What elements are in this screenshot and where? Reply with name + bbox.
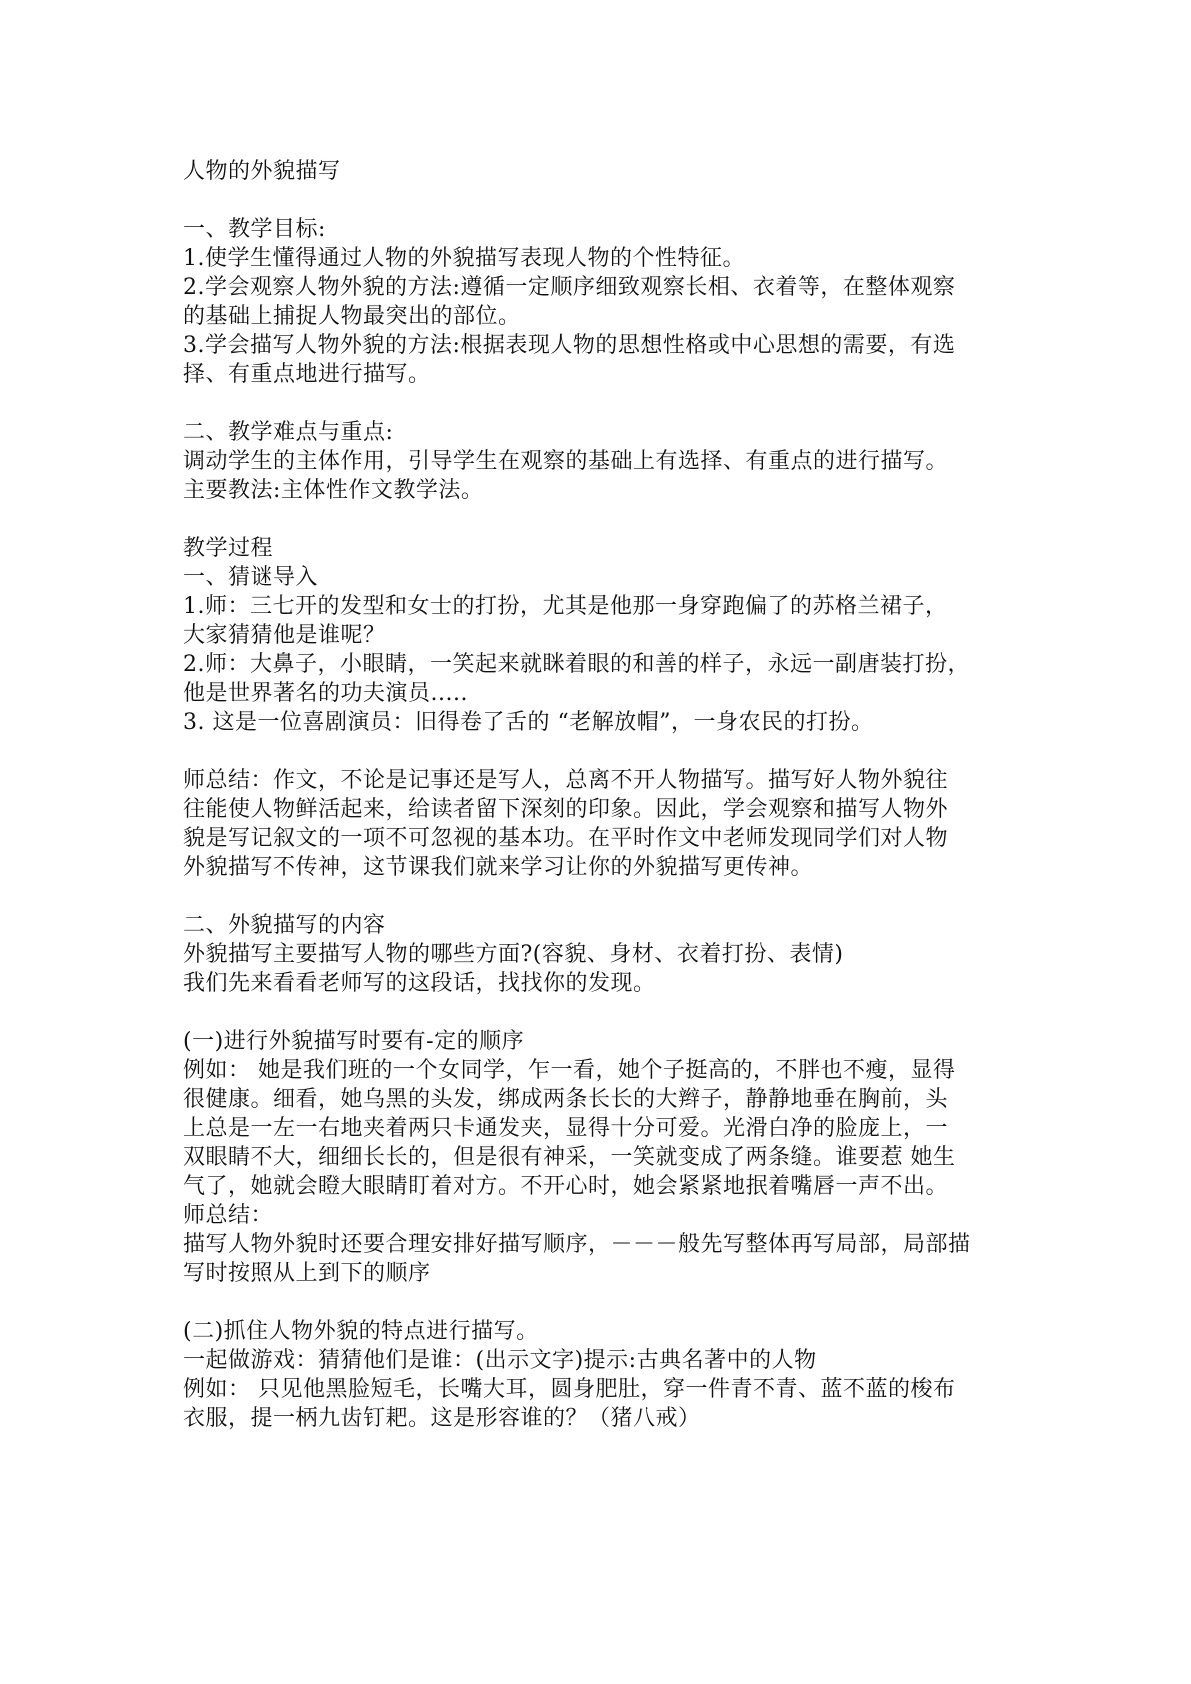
order-section-line: 上总是一左一右地夹着两只卡通发夹，显得十分可爱。光滑白净的脸庞上，一	[183, 1116, 949, 1141]
process-heading: 教学过程	[183, 536, 274, 561]
summary-line: 貌是写记叙文的一项不可忽视的基本功。在平时作文中老师发现同学们对人物	[183, 826, 949, 851]
spacer	[183, 882, 1023, 911]
order-section-line: 师总结：	[183, 1203, 274, 1228]
intro-line: 1.师：三七开的发型和女士的打扮，尤其是他那一身穿跑偏了的苏格兰裙子，	[183, 594, 948, 619]
spacer	[183, 186, 1023, 215]
intro-line: 大家猜猜他是谁呢？	[183, 623, 386, 648]
order-section-line: 描写人物外貌时还要合理安排好描写顺序，－－－般先写整体再写局部，局部描	[183, 1232, 971, 1257]
spacer	[183, 737, 1023, 766]
order-section-heading: (一)进行外貌描写时要有-定的顺序	[183, 1029, 525, 1054]
intro-line: 他是世界著名的功夫演员.....	[183, 681, 468, 706]
objectives-line: 择、有重点地进行描写。	[183, 362, 431, 387]
content-section-line: 我们先来看看老师写的这段话，找找你的发现。	[183, 971, 656, 996]
objectives-line: 3.学会描写人物外貌的方法:根据表现人物的思想性格或中心思想的需要，有选	[183, 333, 956, 358]
content-section-line: 外貌描写主要描写人物的哪些方面?(容貌、身材、衣着打扮、表情)	[183, 942, 844, 967]
spacer	[183, 389, 1023, 418]
intro-line: 3. 这是一位喜剧演员：旧得卷了舌的 “老解放帽”，一身农民的打扮。	[183, 710, 874, 735]
summary-line: 外貌描写不传神，这节课我们就来学习让你的外貌描写更传神。	[183, 855, 814, 880]
document-body	[183, 157, 1023, 1433]
objectives-line: 的基础上捕捉人物最突出的部位。	[183, 304, 521, 329]
order-section-line: 气了，她就会瞪大眼睛盯着对方。不开心时，她会紧紧地抿着嘴唇一声不出。	[183, 1174, 949, 1199]
difficulty-line: 主要教法:主体性作文教学法。	[183, 478, 484, 503]
order-section-line: 双眼睛不大，细细长长的，但是很有神采，一笑就变成了两条缝。谁要惹 她生	[183, 1145, 956, 1170]
objectives-line: 1.使学生懂得通过人物的外貌描写表现人物的个性特征。	[183, 246, 745, 271]
feature-section-line: 衣服，提一柄九齿钉耙。这是形容谁的？（猪八戒）	[183, 1406, 701, 1431]
objectives-line: 2.学会观察人物外貌的方法:遵循一定顺序细致观察长相、衣着等，在整体观察	[183, 275, 956, 300]
spacer	[183, 1288, 1023, 1317]
order-section-line: 写时按照从上到下的顺序	[183, 1261, 431, 1286]
feature-section-line: 例如： 只见他黑脸短毛，长嘴大耳，圆身肥肚，穿一件青不青、蓝不蓝的梭布	[183, 1377, 956, 1402]
difficulty-heading: 二、教学难点与重点:	[183, 420, 394, 445]
spacer	[183, 505, 1023, 534]
intro-heading: 一、猜谜导入	[183, 565, 319, 590]
spacer	[183, 998, 1023, 1027]
content-section-heading: 二、外貌描写的内容	[183, 913, 386, 938]
order-section-line: 很健康。细看，她乌黑的头发，绑成两条长长的大辫子，静静地垂在胸前，头	[183, 1087, 949, 1112]
objectives-heading: 一、教学目标:	[183, 217, 326, 242]
summary-line: 师总结：作文，不论是记事还是写人，总离不开人物描写。描写好人物外貌往	[183, 768, 949, 793]
order-section-line: 例如： 她是我们班的一个女同学，乍一看，她个子挺高的，不胖也不瘦，显得	[183, 1058, 956, 1083]
document-title: 人物的外貌描写	[183, 159, 341, 184]
summary-line: 往能使人物鲜活起来，给读者留下深刻的印象。因此，学会观察和描写人物外	[183, 797, 949, 822]
difficulty-line: 调动学生的主体作用，引导学生在观察的基础上有选择、有重点的进行描写。	[183, 449, 949, 474]
feature-section-line: 一起做游戏：猜猜他们是谁：(出示文字)提示:古典名著中的人物	[183, 1348, 817, 1373]
intro-line: 2.师：大鼻子，小眼睛，一笑起来就眯着眼的和善的样子，永远一副唐装打扮，	[183, 652, 970, 677]
feature-section-heading: (二)抓住人物外貌的特点进行描写。	[183, 1319, 539, 1344]
